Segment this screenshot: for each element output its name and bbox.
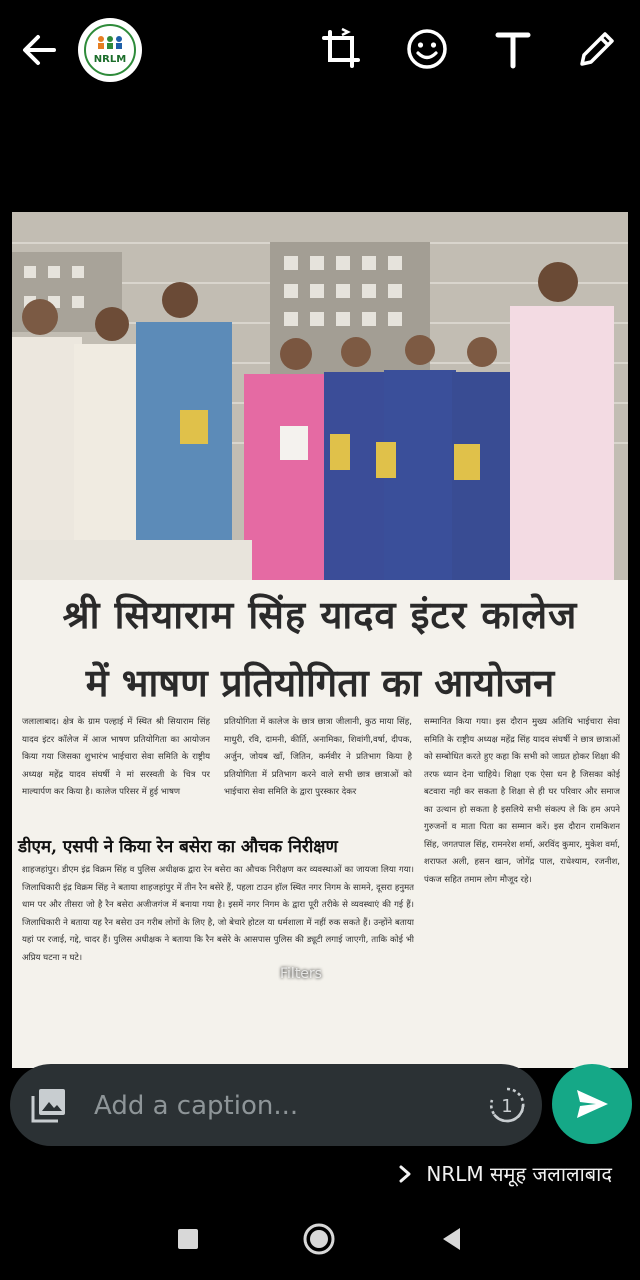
gallery-icon[interactable]	[30, 1086, 68, 1124]
back-triangle-icon[interactable]	[440, 1226, 462, 1252]
headline-line-2: में भाषण प्रतियोगिता का आयोजन	[85, 660, 555, 705]
chevron-right-icon	[398, 1164, 412, 1184]
emoji-icon[interactable]	[404, 26, 450, 72]
recents-square-icon[interactable]	[178, 1229, 198, 1249]
photo-illustration	[12, 212, 628, 580]
send-icon	[574, 1086, 610, 1122]
view-once-label: 1	[501, 1096, 513, 1117]
headline-line-1: श्री सियाराम सिंह यादव इंटर कालेज	[62, 592, 578, 637]
news-photo	[12, 212, 628, 580]
news-clipping	[12, 580, 628, 1068]
caption-bar	[10, 1064, 542, 1146]
view-once-icon[interactable]	[488, 1086, 526, 1124]
avatar-ring	[84, 24, 136, 76]
recipient-label: NRLM समूह जलालाबाद	[426, 1162, 612, 1186]
article-column-2: प्रतियोगिता में कालेज के छात्र छात्रा जीलानी, कुठ माया सिंह, माधुरी, रवि, दामनी, कीर्ति, अनामिका, शिवांगी,वर्षा, दीपक, अर्जुन, जोयब खाँ, जितिन, कर्मवीर ने प्रतिभाग किया है प्रतियोगिता में प्रतिभाग करने वाले सभी छात्र छात्राओं को भाईचारा सेवा समिति के द्वारा पुरस्कार देकर	[224, 717, 412, 797]
crop-rotate-icon[interactable]	[318, 26, 364, 72]
article-column-3: सम्मानित किया गया। इस दौरान मुख्य अतिथि भाईचारा सेवा समिति के राष्ट्रीय अध्यक्ष महेंद्र सिंह यादव संघर्षी ने छात्र छात्राओं को सम्बोधित करते हुए कहा कि सभी को जाग्रत होकर शिक्षा की तरफ ध्यान देना चाहिये। शिक्षा एक ऐसा धन है जिसका कोई बटवारा नही कर सकता है शिक्षा से ही घर परिवार और समाज का उत्थान हो सकता है इसलिये सभी संकल्प ले कि हम अपने गुरुजनों व माता पिता का सम्मान करें। इस दौरान रामकिशन सिंह, जगतपाल सिंह, रामनरेश शर्मा, अरविंद कुमार, मुकेश वर्मा, शराफत अली, हसन खान, जोगेंद्र पाल, राधेश्याम, रजनीश, पंकज सहित तमाम लोग मौजूद रहे।	[424, 717, 620, 885]
home-circle-icon[interactable]	[302, 1222, 336, 1256]
contact-avatar[interactable]	[78, 18, 142, 82]
caption-input[interactable]	[92, 1084, 476, 1128]
sub-headline: डीएम, एसपी ने किया रेन बसेरा का औचक निरीक्षण	[18, 837, 338, 857]
pencil-icon[interactable]	[574, 26, 620, 72]
article-column-4: शाहजहांपुर। डीएम इंद्र विक्रम सिंह व पुलिस अधीक्षक द्वारा रेन बसेरा का औचक निरीक्षण कर व्यवस्थाओं का जायजा लिया गया। जिलाधिकारी इंद्र विक्रम सिंह ने बताया शाहजहांपुर में तीन रैन बसेरे हैं, पहला टाउन हॉल स्थित नगर निगम के सामने, दूसरा हनुमत धाम पर और तीसरा जो है रैन बसेरा अजीजगंज में बनाया गया है। इसमें नगर निगम के द्वारा पूरी तरीके से व्यवस्थाएं की गई हैं। जिलाधिकारी ने बताया यह रैन बसेरा उन गरीब लोगों के लिए है, जो बेचारे होटल या धर्मशाला में नहीं रुक सकते हैं। उन्होंने बताया यहां पर रजाई, गद्दे, चादर हैं। पुलिस अधीक्षक ने बताया कि रैन बसेरे के आसपास पुलिस की ड्यूटी लगाई जाएगी, ताकि कोई भी अप्रिय घटना न घटे।	[22, 865, 414, 963]
people-logo-icon	[96, 35, 124, 49]
filters-hint: Filters	[280, 966, 322, 982]
avatar-logo-text: NRLM	[93, 54, 127, 65]
top-toolbar	[0, 0, 640, 100]
text-icon[interactable]	[490, 26, 536, 72]
send-button[interactable]	[552, 1064, 632, 1144]
article-column-1: जलालाबाद। क्षेत्र के ग्राम पल्हाई में स्थित श्री सियाराम सिंह यादव इंटर कॉलेज में आज भाषण प्रतियोगिता का आयोजन किया गया जिसका शुभारंभ भाईचारा सेवा समिति के राष्ट्रीय अध्यक्ष महेंद्र यादव संघर्षी ने मां सरस्वती के चित्र पर माल्यार्पण कर किया है। कालेज परिसर में हुई भाषण	[22, 717, 210, 797]
arrow-left-icon[interactable]	[18, 28, 62, 72]
recipient-chip[interactable]	[398, 1160, 612, 1187]
